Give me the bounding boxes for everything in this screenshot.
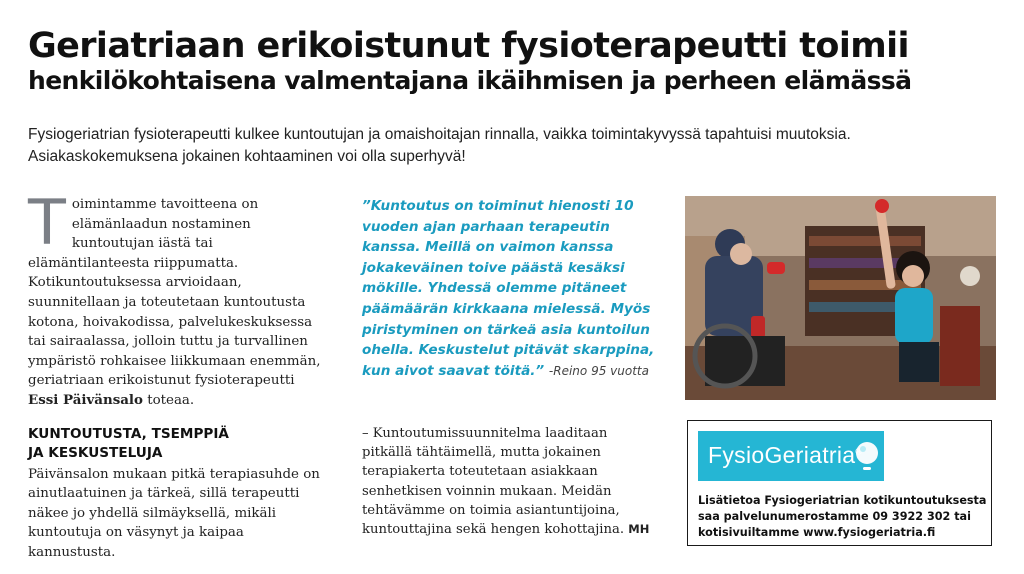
contact-line-3: kotisivuiltamme www.fysiogeriatria.fi (698, 526, 936, 539)
headline-line-1: Geriatriaan erikoistunut fysioterapeutti toimii (28, 26, 909, 66)
article-column-2 (362, 424, 658, 539)
logo-balloon-icon (853, 440, 881, 472)
intro-paragraph (28, 186, 328, 411)
quote-attribution: -Reino 95 vuotta (548, 363, 649, 378)
author-byline: MH (628, 522, 650, 537)
fysiogeriatria-logo (698, 431, 884, 481)
column-2-paragraph: – Kuntoutumissuunnitelma laaditaan pitkällä tähtäimellä, mutta jokainen terapiakerta toteutetaan asiakkaan senhetkisen voinnin mukaan. Meidän tehtävämme on toimia asiantuntijoina, kuntouttajina sekä hengen kohottajina. (362, 426, 625, 538)
contact-info (698, 493, 988, 541)
headline-line-2: henkilökohtaisena valmentajana ikäihmisen ja perheen elämässä (28, 66, 912, 95)
body-paragraph-2: Päivänsalon mukaan pitkä terapiasuhde on ainutlaatuinen ja tärkeä, sillä terapeutti näkee jo yhdellä silmäyksellä, mikäli kuntoutuja on väsynyt ja kaipaa kannustusta. (28, 466, 320, 560)
contact-line-1: Lisätietoa Fysiogeriatrian kotikuntoutuksesta (698, 494, 987, 507)
pull-quote (362, 196, 658, 381)
photo-illustration (685, 196, 996, 400)
logo-wordmark: FysioGeriatria (708, 442, 856, 468)
intro-text-end: toteaa. (142, 392, 195, 408)
person-name: Essi Päivänsalo (28, 391, 143, 408)
logo-text (708, 442, 862, 469)
intro-text-start: oimintamme tavoitteena on elämänlaadun nostaminen kuntoutujan iästä tai elämäntilanteesta riippumatta. Kotikuntoutuksessa arvioidaan, suunnitellaan ja toteutetaan kuntoutusta kotona, hoivakodissa, palvelukeskuksessa tai sairaalassa, jolloin tuttu ja turvallinen ympäristö rohkaisee liikkumaan enemmän, geriatriaan erikoistunut fysioterapeutti (28, 197, 321, 389)
drop-cap: T (28, 186, 66, 259)
headline (28, 26, 998, 96)
subheading (28, 425, 328, 463)
subheading-line-1: KUNTOUTUSTA, TSEMPPIÄ (28, 425, 229, 442)
contact-line-2: saa palvelunumerostamme 09 3922 302 tai (698, 510, 971, 523)
lead-paragraph: Fysiogeriatrian fysioterapeutti kulkee kuntoutujan ja omaishoitajan rinnalla, vaikka toimintakyvyssä tapahtuisi muutoksia. Asiakaskokemuksena jokainen kohtaaminen voi olla superhyvä! (28, 126, 851, 165)
subheading-line-2: JA KESKUSTELUJA (28, 444, 163, 461)
info-box (687, 420, 992, 546)
quote-text: ”Kuntoutus on toiminut hienosti 10 vuoden ajan parhaan terapeutin kanssa. Meillä on vaimon kanssa jokakeväinen toive päästä kesäksi mökille. Yhdessä olemme pitäneet päämäärän kirkkaana mielessä. Myös piristyminen on tärkeä asia kuntoilun ohella. Keskustelut pitävät skarppina, kun aivot saavat töitä.” (362, 198, 655, 379)
article-photo (685, 196, 996, 400)
article-column-1 (28, 186, 328, 563)
